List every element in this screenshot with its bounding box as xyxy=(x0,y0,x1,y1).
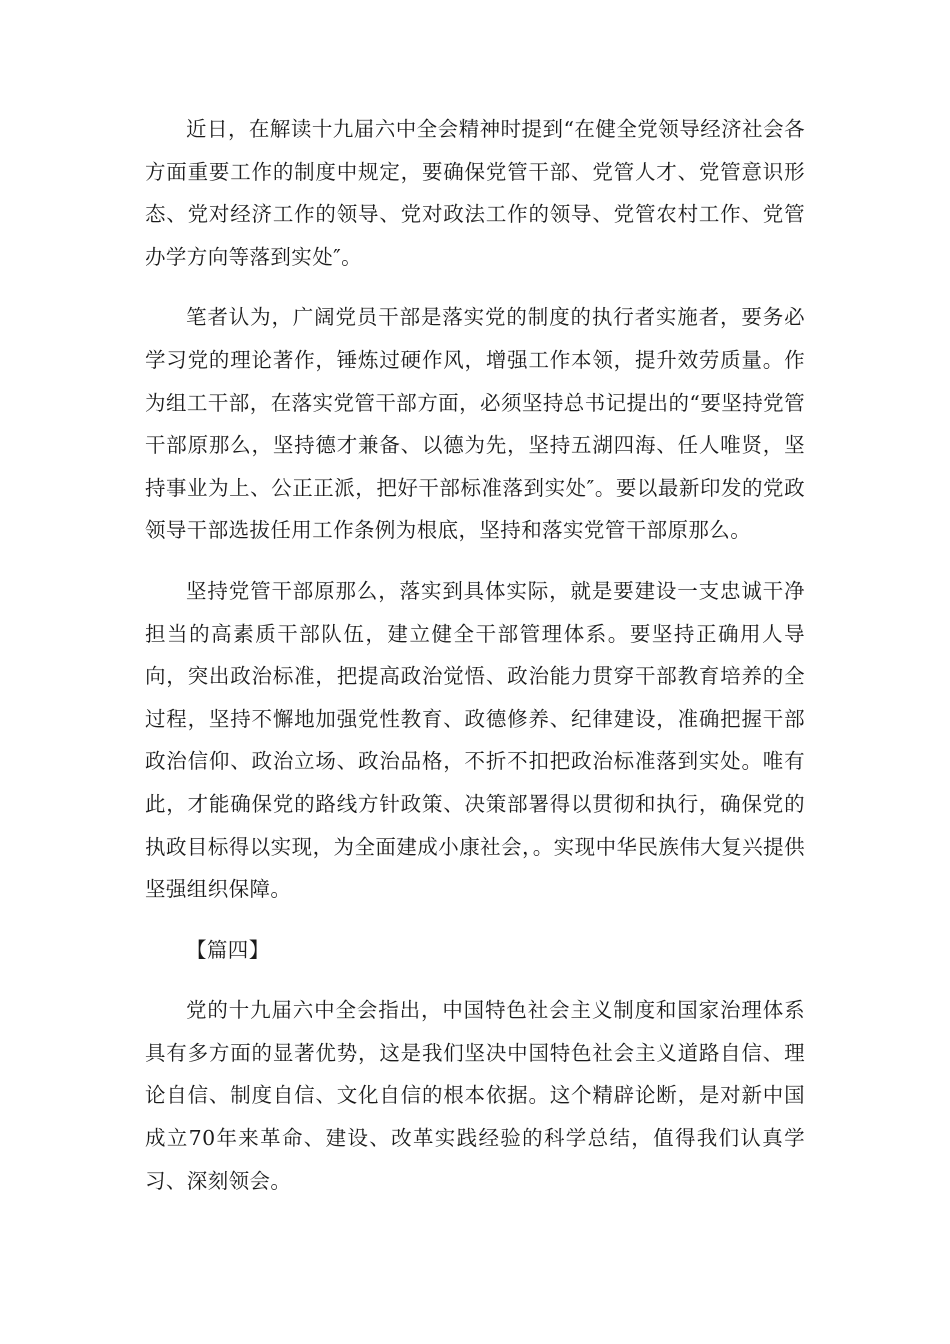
section-heading: 【篇四】 xyxy=(186,937,270,962)
paragraph-4: 党的十九届六中全会指出，中国特色社会主义制度和国家治理体系具有多方面的显著优势，这是我们坚决中国特色社会主义道路自信、理论自信、制度自信、文化自信的根本依据。这个精辟论断，是对新中国成立70年来革命、建设、改革实践经验的科学总结，值得我们认真学习、深刻领会。 xyxy=(145,998,805,1193)
paragraph-3: 坚持党管干部原那么，落实到具体实际，就是要建设一支忠诚干净担当的高素质干部队伍，建立健全干部管理体系。要坚持正确用人导向，突出政治标准，把提高政治觉悟、政治能力贯穿干部教育培养的全过程，坚持不懈地加强党性教育、政德修养、纪律建设，准确把握干部政治信仰、政治立场、政治品格，不折不扣把政治标准落到实处。唯有此，才能确保党的路线方针政策、决策部署得以贯彻和执行，确保党的执政目标得以实现，为全面建成小康社会，。实现中华民族伟大复兴提供坚强组织保障。 xyxy=(145,578,805,902)
paragraph-1: 近日，在解读十九届六中全会精神时提到“在健全党领导经济社会各方面重要工作的制度中规定，要确保党管干部、党管人才、党管意识形态、党对经济工作的领导、党对政法工作的领导、党管农村工作、党管办学方向等落到实处″。 xyxy=(145,117,805,269)
document-body xyxy=(145,108,805,1202)
paragraph-2: 笔者认为，广阔党员干部是落实党的制度的执行者实施者，要务必学习党的理论著作，锤炼过硬作风，增强工作本领，提升效劳质量。作为组工干部，在落实党管干部方面，必须坚持总书记提出的“要坚持党管干部原那么，坚持德才兼备、以德为先，坚持五湖四海、任人唯贤，坚持事业为上、公正正派，把好干部标准落到实处″。要以最新印发的党政领导干部选拔任用工作条例为根底，坚持和落实党管干部原那么。 xyxy=(145,305,805,543)
